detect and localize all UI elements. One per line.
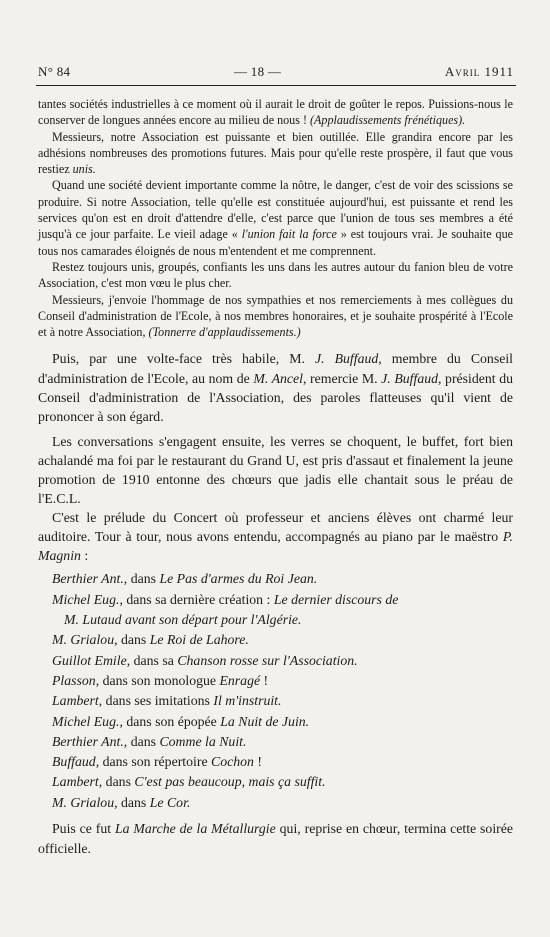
speech-section [38, 96, 513, 340]
narrative-paragraph-1: Puis, par une volte-face très habile, M. J. Buffaud, membre du Conseil d'administration de l'Ecole, au nom de M. Ancel, remercie M. J. Buffaud, président du Conseil d'administration de l'Association, des paroles flatteuses qu'il vient de prononcer à son égard. [38, 351, 513, 424]
issue-number: N° 84 [38, 64, 71, 79]
list-item: Berthier Ant., dans Comme la Nuit. [52, 733, 247, 749]
speech-paragraph-5: Messieurs, j'envoie l'hommage de nos sympathies et nos remerciements à mes collègues du Conseil d'administration de l'Ecole, à nos membres honoraires, et je souhaite prospérité à l'Ecole et à notre Association, (Tonnerre d'applaudissements.) [38, 292, 513, 340]
speech-paragraph-1: tantes sociétés industrielles à ce moment où il aurait le droit de goûter le repos. Puissions-nous le conserver de longues années encore au milieu de nous ! (Applaudissements frénétiques). [38, 97, 513, 128]
running-header [38, 64, 514, 80]
list-item-continuation: M. Lutaud avant son départ pour l'Algérie. [64, 612, 302, 628]
issue-date: Avril 1911 [444, 64, 514, 79]
article-body [38, 96, 513, 858]
speech-paragraph-3: Quand une société devient importante comme la nôtre, le danger, c'est de voir des scissions se produire. Si notre Association, telle qu'elle est constituée aujourd'hui, est puissante et rend les services qu'on est en droit d'attendre d'elle, c'est parce que l'union de tous ses membres a été jusqu'à ce jour parfaite. Le vieil adage « l'union fait la force » est toujours vrai. Je souhaite que tous nos camarades éloignés de nous m'entendent et me comprennent. [38, 178, 513, 258]
list-item: Michel Eug., dans sa dernière création : Le dernier discours de [52, 591, 399, 607]
narrative-section [38, 349, 513, 565]
narrative-paragraph-2: Les conversations s'engagent ensuite, les verres se choquent, le buffet, fort bien achalandé ma foi par le restaurant du Grand U, est pris d'assaut et finalement la jeune promotion de 1910 entonne des chœurs que jadis elle chantait sous le préau de l'E.C.L. [38, 433, 513, 507]
speech-paragraph-2: Messieurs, notre Association est puissante et bien outillée. Elle grandira encore par les adhésions nombreuses des promotions futures. Mais pour qu'elle reste prospère, il faut que vous restiez unis. [38, 129, 513, 177]
list-item: Plasson, dans son monologue Enragé ! [52, 672, 269, 688]
list-item: Lambert, dans C'est pas beaucoup, mais ça suffit. [52, 774, 326, 790]
narrative-paragraph-3: C'est le prélude du Concert où professeur et anciens élèves ont charmé leur auditoire. Tour à tour, nous avons entendu, accompagnés au piano par le maëstro P. Magnin : [38, 510, 513, 564]
list-item: Berthier Ant., dans Le Pas d'armes du Roi Jean. [52, 571, 318, 587]
list-item: M. Grialou, dans Le Roi de Lahore. [52, 632, 249, 648]
closing-section [38, 819, 513, 858]
list-item: Guillot Emile, dans sa Chanson rosse sur l'Association. [52, 652, 358, 668]
list-item: Michel Eug., dans son épopée La Nuit de Juin. [52, 713, 310, 729]
speech-paragraph-4: Restez toujours unis, groupés, confiants les uns dans les autres autour du fanion bleu de votre Association, c'est mon vœu le plus cher. [38, 259, 513, 291]
list-item: Buffaud, dans son répertoire Cochon ! [52, 754, 262, 770]
performer-list [38, 569, 513, 813]
page-number: — 18 — [233, 64, 282, 79]
closing-paragraph: Puis ce fut La Marche de la Métallurgie qui, reprise en chœur, termina cette soirée officielle. [38, 821, 513, 856]
list-item: Lambert, dans ses imitations Il m'instruit. [52, 693, 282, 709]
list-item: M. Grialou, dans Le Cor. [52, 794, 191, 810]
header-rule [36, 85, 516, 86]
